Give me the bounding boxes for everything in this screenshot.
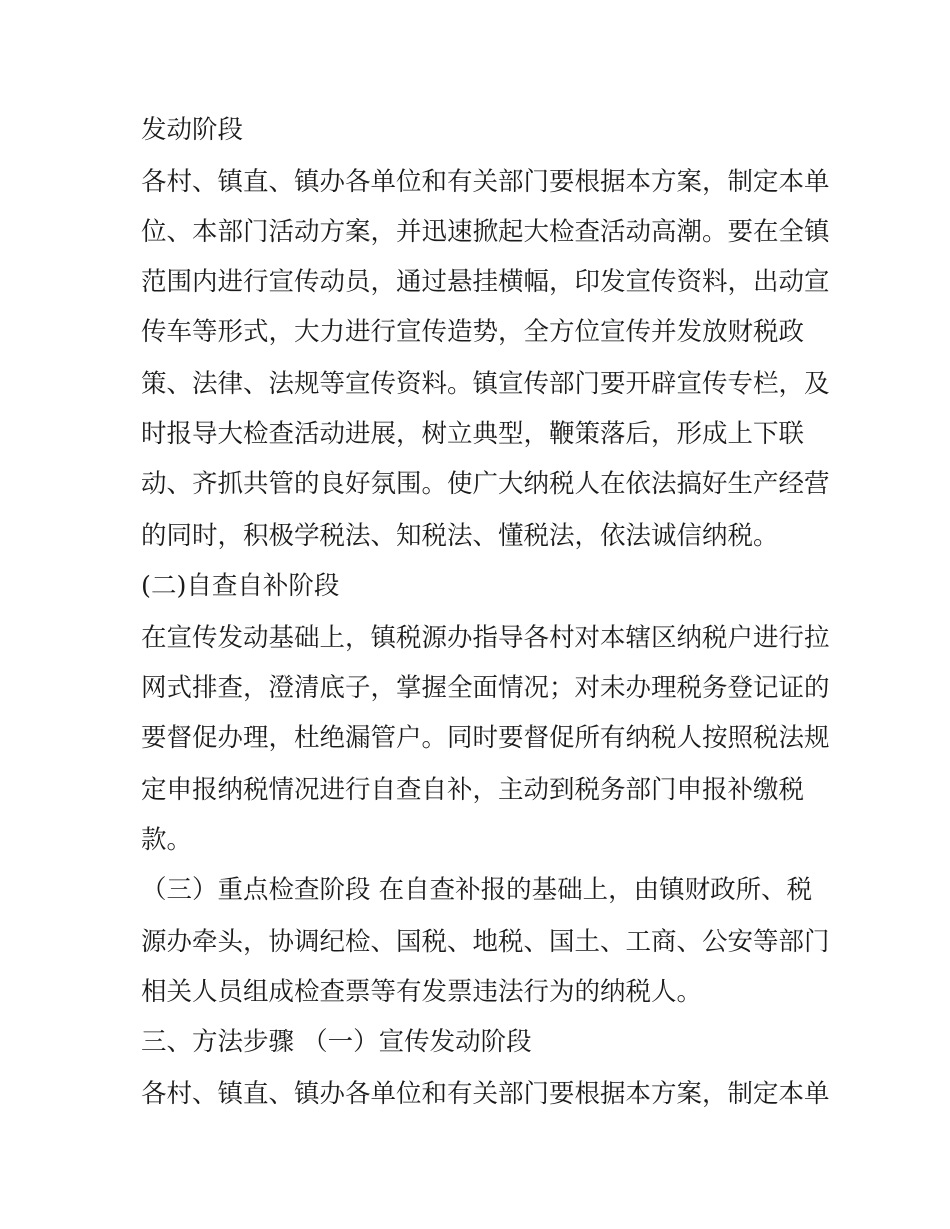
paragraph-line: 策、法律、法规等宣传资料。镇宣传部门要开辟宣传专栏，及 <box>141 369 830 399</box>
section-heading: (二)自查自补阶段 <box>141 571 340 601</box>
paragraph-line: 范围内进行宣传动员，通过悬挂横幅，印发宣传资料，出动宣 <box>141 267 830 297</box>
paragraph-line: 各村、镇直、镇办各单位和有关部门要根据本方案，制定本单 <box>141 167 830 197</box>
paragraph-line: 在宣传发动基础上，镇税源办指导各村对本辖区纳税户进行拉 <box>141 623 830 653</box>
paragraph-line: 传车等形式，大力进行宣传造势，全方位宣传并发放财税政 <box>141 317 805 347</box>
paragraph-line: 源办牵头，协调纪检、国税、地税、国土、工商、公安等部门 <box>141 927 830 957</box>
section-heading: 发动阶段 <box>141 115 244 145</box>
section-heading: 三、方法步骤 （一）宣传发动阶段 <box>141 1027 532 1057</box>
paragraph-line: 定申报纳税情况进行自查自补，主动到税务部门申报补缴税 <box>141 775 805 805</box>
paragraph-line: 动、齐抓共管的良好氛围。使广大纳税人在依法搞好生产经营 <box>141 469 830 499</box>
paragraph-line: 时报导大检查活动进展，树立典型，鞭策落后，形成上下联 <box>141 419 805 449</box>
paragraph-line: 的同时，积极学税法、知税法、懂税法，依法诚信纳税。 <box>141 521 779 551</box>
paragraph-line: 各村、镇直、镇办各单位和有关部门要根据本方案，制定本单 <box>141 1079 830 1109</box>
section-heading: （三）重点检查阶段 在自查补报的基础上，由镇财政所、税 <box>141 875 813 905</box>
paragraph-line: 相关人员组成检查票等有发票违法行为的纳税人。 <box>141 977 703 1007</box>
paragraph-line: 款。 <box>141 825 193 855</box>
paragraph-line: 网式排查，澄清底子，掌握全面情况；对未办理税务登记证的 <box>141 673 830 703</box>
paragraph-line: 要督促办理，杜绝漏管户。同时要督促所有纳税人按照税法规 <box>141 723 830 753</box>
paragraph-line: 位、本部门活动方案，并迅速掀起大检查活动高潮。要在全镇 <box>141 217 830 247</box>
